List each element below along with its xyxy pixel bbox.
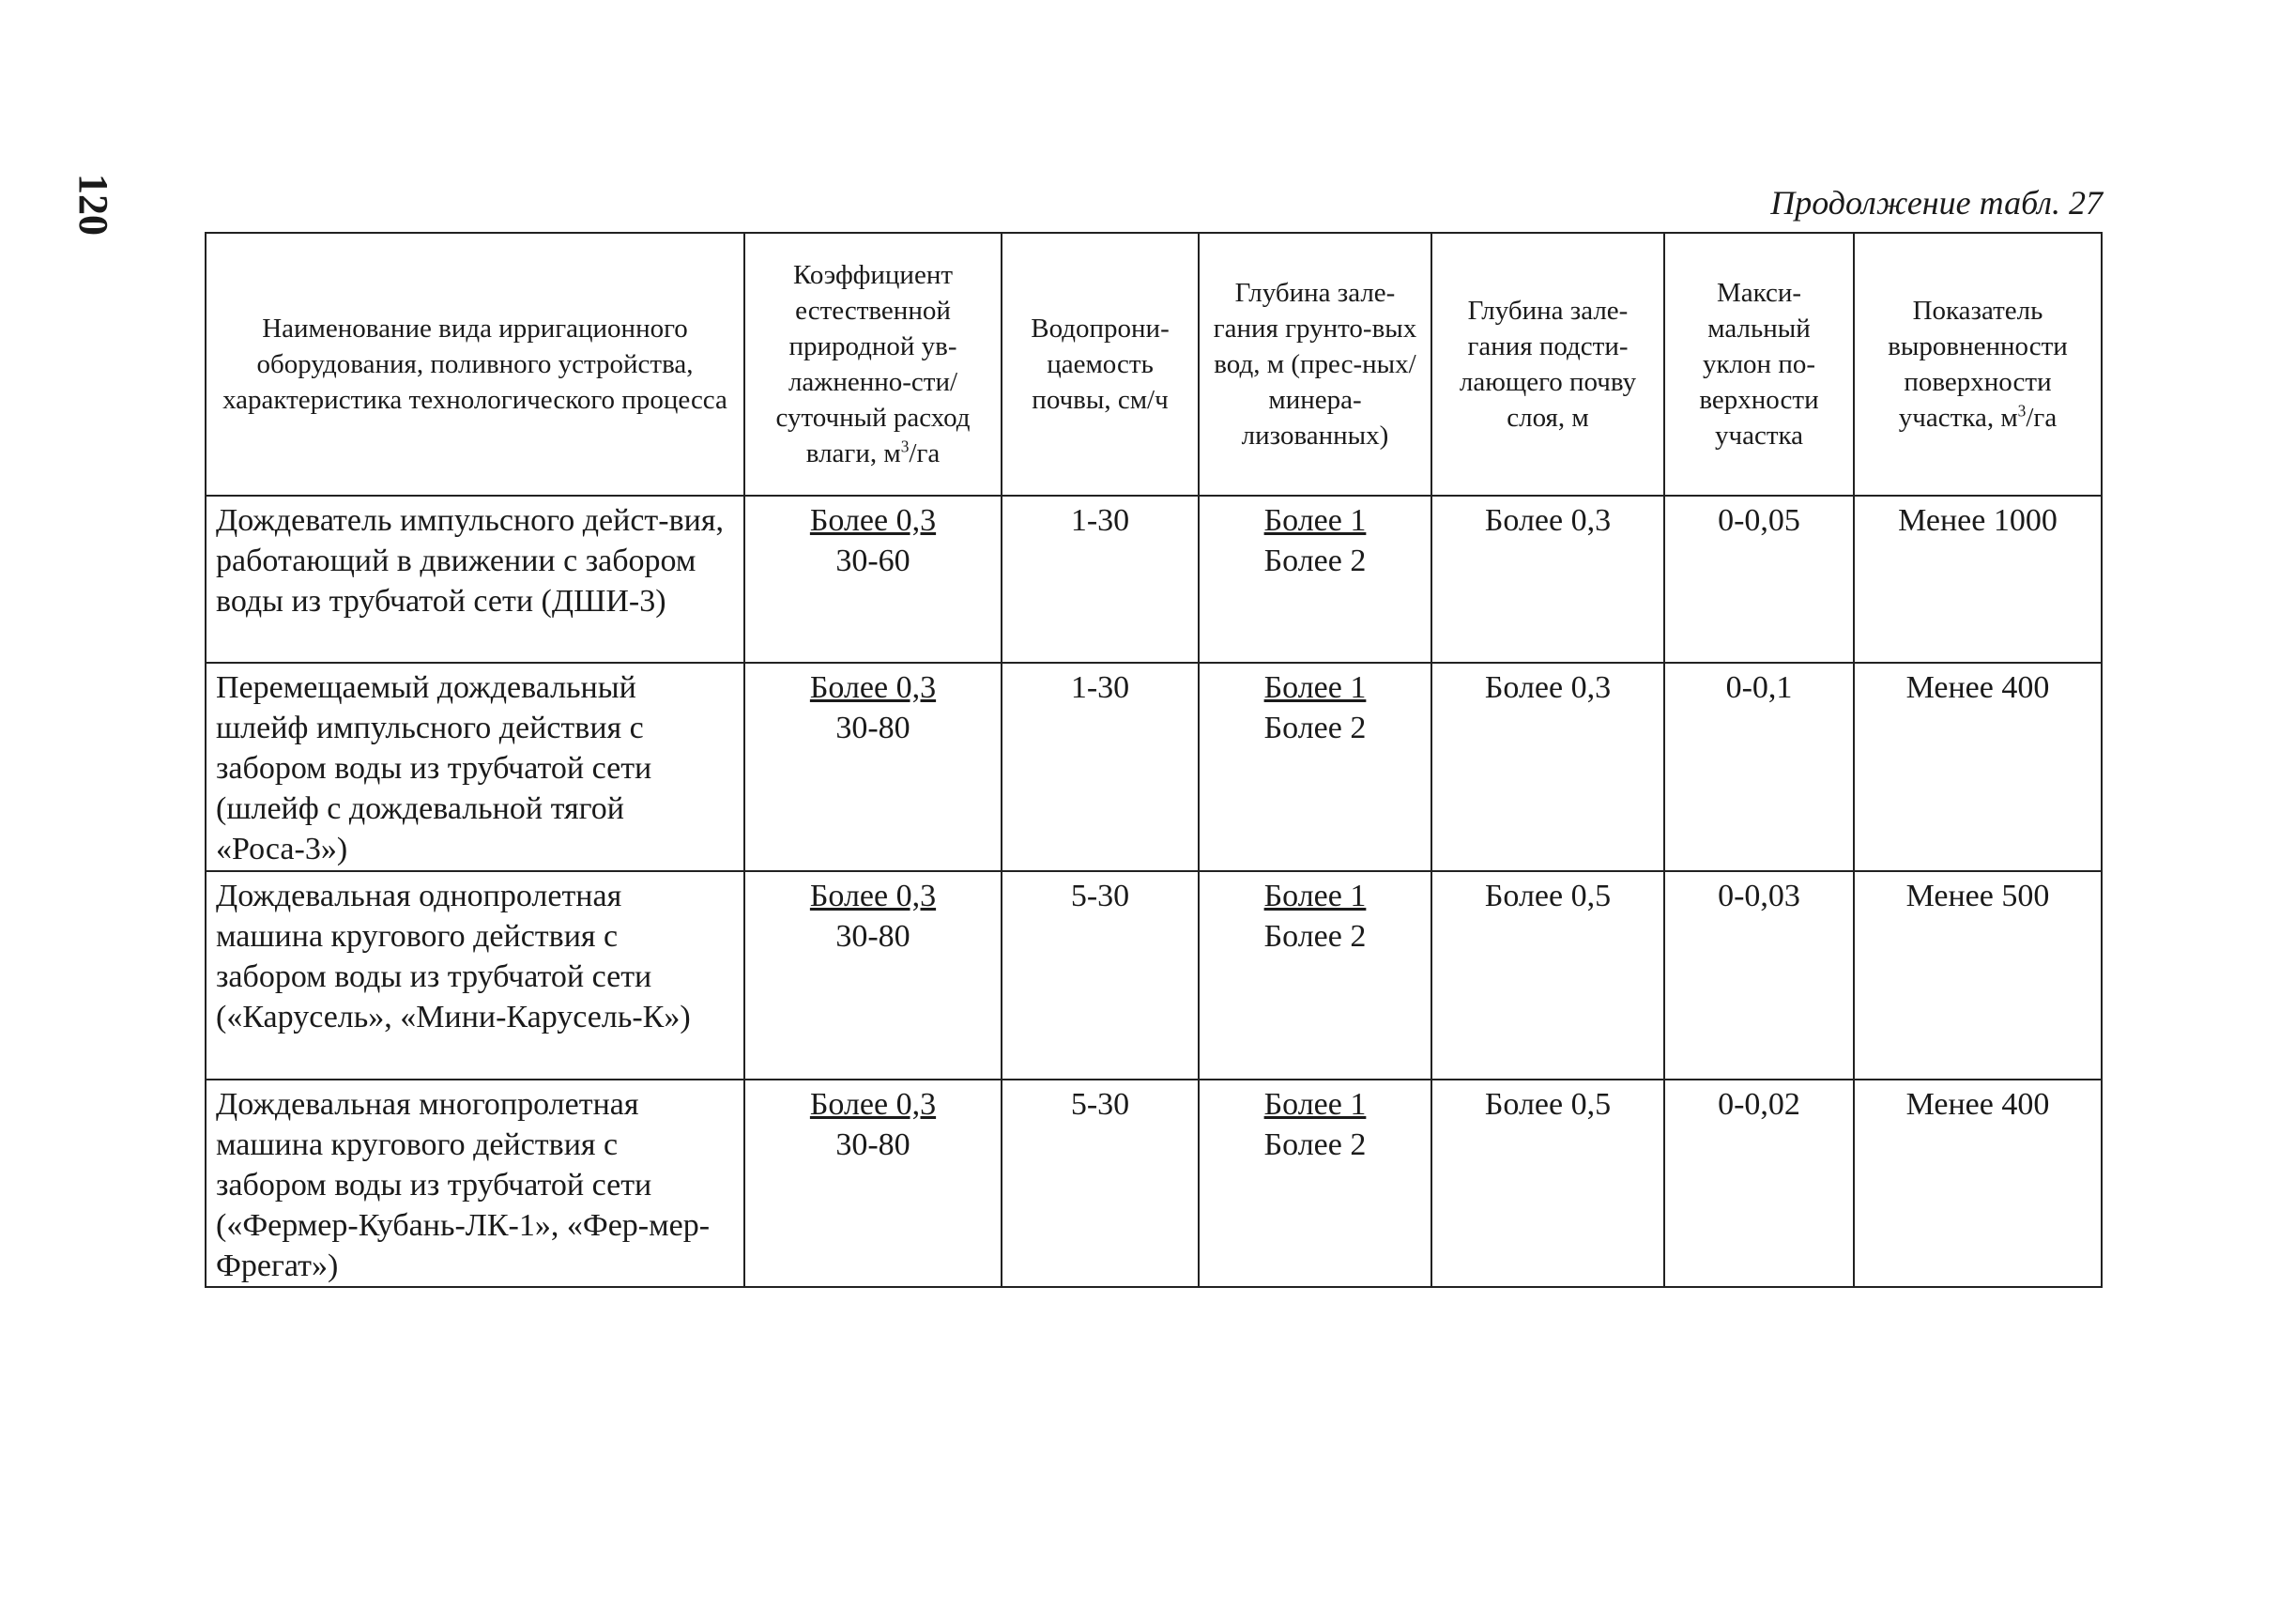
header-leveling-unit: /га <box>2026 403 2058 433</box>
coefficient-top: Более 0,3 <box>809 1087 937 1122</box>
groundwater-bottom: Более 2 <box>1263 711 1367 745</box>
underlying-layer-cell: Более 0,5 <box>1431 871 1664 1080</box>
coefficient-bottom: 30-60 <box>835 544 910 578</box>
permeability-cell: 1-30 <box>1002 663 1199 871</box>
equipment-name: Дождевальная многопролетная машина кругового действия с забором воды из трубчатой сети («Фермер-Кубань-ЛК-1», «Фер-мер-Фрегат») <box>206 1080 744 1287</box>
header-coefficient-unit: /га <box>909 438 941 468</box>
groundwater-bottom: Более 2 <box>1263 544 1367 578</box>
permeability-cell: 1-30 <box>1002 496 1199 663</box>
underlying-layer-cell: Более 0,3 <box>1431 496 1664 663</box>
groundwater-cell <box>1199 1080 1431 1287</box>
permeability-cell: 5-30 <box>1002 871 1199 1080</box>
coefficient-bottom: 30-80 <box>835 1127 910 1162</box>
slope-cell: 0-0,02 <box>1664 1080 1854 1287</box>
slope-cell: 0-0,1 <box>1664 663 1854 871</box>
groundwater-bottom: Более 2 <box>1263 1127 1367 1162</box>
groundwater-top: Более 1 <box>1263 1087 1367 1122</box>
table-row <box>206 1080 2102 1287</box>
header-coefficient-text: Коэффициент естественной природной ув-лажненно-сти/суточный расход влаги, м <box>775 260 971 468</box>
underlying-layer-cell: Более 0,3 <box>1431 663 1664 871</box>
coefficient-cell <box>744 496 1002 663</box>
equipment-name: Дождеватель импульсного дейст-вия, работающий в движении с забором воды из трубчатой сети (ДШИ-3) <box>206 496 744 663</box>
slope-cell: 0-0,05 <box>1664 496 1854 663</box>
permeability-cell: 5-30 <box>1002 1080 1199 1287</box>
header-row <box>206 233 2102 496</box>
header-underlying-layer: Глубина зале-гания подсти-лающего почву слоя, м <box>1431 233 1664 496</box>
table-row <box>206 496 2102 663</box>
groundwater-bottom: Более 2 <box>1263 919 1367 954</box>
header-leveling <box>1854 233 2102 496</box>
equipment-name: Перемещаемый дождевальный шлейф импульсного действия с забором воды из трубчатой сети (шлейф с дождевальной тягой «Роса-3») <box>206 663 744 871</box>
header-coefficient <box>744 233 1002 496</box>
coefficient-cell <box>744 663 1002 871</box>
groundwater-top: Более 1 <box>1263 879 1367 913</box>
header-name: Наименование вида ирригационного оборудования, поливного устройства, характеристика технологического процесса <box>206 233 744 496</box>
leveling-cell: Менее 1000 <box>1854 496 2102 663</box>
header-leveling-text: Показатель выровненности поверхности участка, м <box>1888 296 2068 433</box>
slope-cell: 0-0,03 <box>1664 871 1854 1080</box>
groundwater-top: Более 1 <box>1263 503 1367 538</box>
groundwater-cell <box>1199 496 1431 663</box>
groundwater-cell <box>1199 663 1431 871</box>
coefficient-top: Более 0,3 <box>809 503 937 538</box>
table-caption: Продолжение табл. 27 <box>1770 184 2103 222</box>
header-leveling-sup: 3 <box>2017 401 2027 421</box>
groundwater-top: Более 1 <box>1263 670 1367 705</box>
header-groundwater: Глубина зале-гания грунто-вых вод, м (прес-ных/минера-лизованных) <box>1199 233 1431 496</box>
underlying-layer-cell: Более 0,5 <box>1431 1080 1664 1287</box>
coefficient-cell <box>744 1080 1002 1287</box>
table-row <box>206 871 2102 1080</box>
table-row <box>206 663 2102 871</box>
leveling-cell: Менее 400 <box>1854 1080 2102 1287</box>
coefficient-cell <box>744 871 1002 1080</box>
coefficient-bottom: 30-80 <box>835 919 910 954</box>
equipment-name: Дождевальная однопролетная машина кругового действия с забором воды из трубчатой сети («Карусель», «Мини-Карусель-К») <box>206 871 744 1080</box>
header-coefficient-sup: 3 <box>900 437 910 456</box>
page-number: 120 <box>70 174 116 236</box>
leveling-cell: Менее 400 <box>1854 663 2102 871</box>
header-permeability: Водопрони-цаемость почвы, см/ч <box>1002 233 1199 496</box>
irrigation-table <box>205 232 2103 1288</box>
groundwater-cell <box>1199 871 1431 1080</box>
header-slope: Макси-мальный уклон по-верхности участка <box>1664 233 1854 496</box>
leveling-cell: Менее 500 <box>1854 871 2102 1080</box>
coefficient-top: Более 0,3 <box>809 879 937 913</box>
coefficient-top: Более 0,3 <box>809 670 937 705</box>
coefficient-bottom: 30-80 <box>835 711 910 745</box>
